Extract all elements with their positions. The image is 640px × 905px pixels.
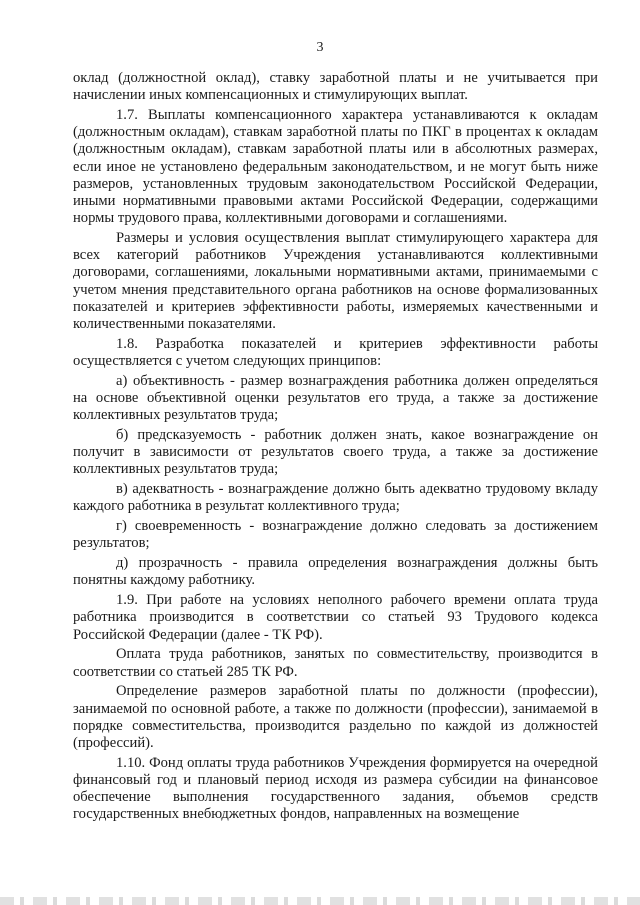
principle-objectivity: а) объективность - размер вознаграждения работника должен определяться на основе объективной оценки результатов его труда, а также за достижение коллективных результатов труда; [73, 372, 598, 424]
scan-edge-artifact [0, 897, 640, 905]
paragraph-1-7: 1.7. Выплаты компенсационного характера устанавливаются к окладам (должностным окладам), ставкам заработной платы по ПКГ в процентах к окладам (должностным окладам), ставкам заработной платы или в абсолютных размерах, если иное не установлено федеральным законодательством, и не могут быть ниже размеров, установленных трудовым законодательством Российской Федерации, иными нормативными правовыми актами Российской Федерации, содержащими нормы трудового права, коллективными договорами и соглашениями. [73, 107, 598, 227]
paragraph-stimulating-payments: Размеры и условия осуществления выплат стимулирующего характера для всех категорий работников Учреждения устанавливаются коллективными договорами, соглашениями, локальными нормативными актами, принимаемыми с учетом мнения представительного органа работников на основе формализованных показателей и критериев эффективности работы, измеряемых качественными и количественными показателями. [73, 230, 598, 333]
page-number: 3 [316, 40, 324, 55]
paragraph-1-10: 1.10. Фонд оплаты труда работников Учреждения формируется на очередной финансовый год и плановый период исходя из размера субсидии на финансовое обеспечение выполнения государственного задания, объемов средств государственных внебюджетных фондов, направленных на возмещение [73, 754, 598, 823]
principle-adequacy: в) адекватность - вознаграждение должно быть адекватно трудовому вкладу каждого работника в результат коллективного труда; [73, 481, 598, 515]
principle-transparency: д) прозрачность - правила определения вознаграждения должны быть понятны каждому работнику. [73, 555, 598, 589]
paragraph-salary-determination: Определение размеров заработной платы по должности (профессии), занимаемой по основной работе, а также по должности (профессии), занимаемой в порядке совместительства, производится раздельно по каждой из должностей (профессий). [73, 683, 598, 752]
paragraph-1-8: 1.8. Разработка показателей и критериев эффективности работы осуществляется с учетом следующих принципов: [73, 335, 598, 370]
principle-timeliness: г) своевременность - вознаграждение должно следовать за достижением результатов; [73, 518, 598, 552]
paragraph-part-time-pay: Оплата труда работников, занятых по совместительству, производится в соответствии со статьей 285 ТК РФ. [73, 646, 598, 680]
paragraph-1-9: 1.9. При работе на условиях неполного рабочего времени оплата труда работника производится в соответствии со статьей 93 Трудового кодекса Российской Федерации (далее - ТК РФ). [73, 592, 598, 643]
principle-predictability: б) предсказуемость - работник должен знать, какое вознаграждение он получит в зависимости от результатов своего труда, а также за достижение коллективных результатов труда; [73, 427, 598, 478]
paragraph-continuation: оклад (должностной оклад), ставку заработной платы и не учитывается при начислении иных компенсационных и стимулирующих выплат. [73, 70, 598, 104]
document-body [73, 70, 598, 826]
